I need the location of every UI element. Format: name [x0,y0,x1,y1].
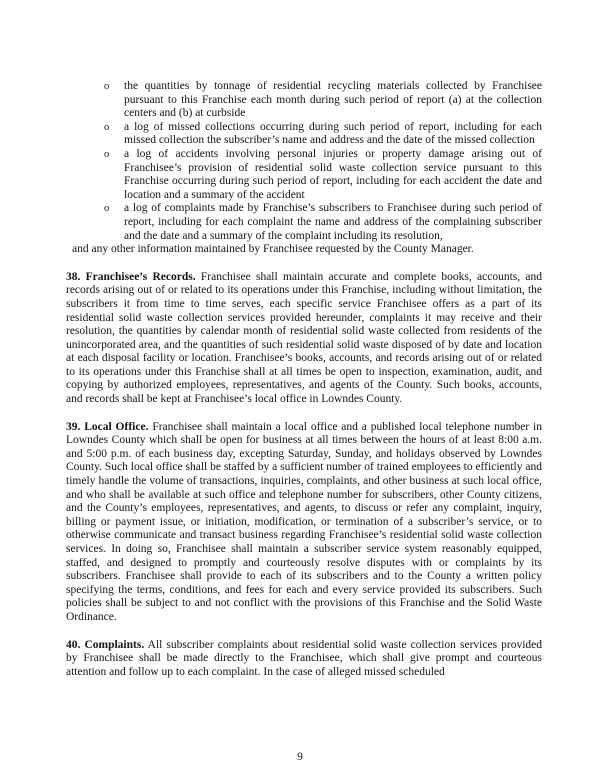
paragraph-38 [66,271,542,407]
paragraph-body: All subscriber complaints about residential solid waste collection services provided by Franchisee shall be made directly to the Franchisee, which shall give prompt and courteous attention and follow up to each complaint. In the case of alleged missed scheduled [66,638,543,678]
list-item-text: the quantities by tonnage of residential recycling materials collected by Franchisee pursuant to this Franchise each month during such period of report (a) at the collection centers and (b) at curbside [124,80,542,120]
paragraph-heading: 39. Local Office. [66,420,149,433]
list-item [66,202,542,243]
paragraph-body: Franchisee shall maintain accurate and complete books, accounts, and records arising out of or related to its operations under this Franchise, including without limitation, the subscribers it from time to time serves, each specific service Franchisee offers as a part of its residential solid waste collection services provided hereunder, complaints it may receive and their resolution, the quantities by calendar month of residential solid waste collected from residents of the unincorporated area, and the quantities of such residential solid waste disposed of by date and location at each disposal facility or location. Franchisee’s books, accounts, and records arising out of or related to its operations under this Franchise shall at all times be open to inspection, examination, audit, and copying by authorized employees, representatives, and agents of the County. Such books, accounts, and records shall be kept at Franchisee’s local office in Lowndes County. [66,270,542,406]
list-closing-line: and any other information maintained by Franchisee requested by the County Manager. [72,243,474,256]
report-contents-list [66,80,542,243]
page-footer [0,751,600,765]
list-item-text: a log of accidents involving personal injuries or property damage arising out of Franchisee’s provision of residential solid waste collection service pursuant to this Franchise occurring during such period of report, including for each accident the date and location and a summary of the accident [124,147,542,201]
paragraph-39 [66,421,542,625]
list-item [66,80,542,121]
page-number: 9 [297,751,303,764]
paragraph-heading: 38. Franchisee’s Records. [66,270,196,283]
list-item-text: a log of missed collections occurring during such period of report, including for each missed collection the subscriber’s name and address and the date of the missed collection [124,120,542,147]
circle-bullet-icon: o [104,81,110,92]
list-item [66,148,542,202]
paragraph-body: Franchisee shall maintain a local office and a published local telephone number in Lowndes County which shall be open for business at all times between the hours of at least 8:00 a.m. and 5:00 p.m. of each business day, excepting Saturday, Sunday, and holidays observed by Lowndes County. Such local office shall be staffed by a sufficient number of trained employees to efficiently and timely handle the volume of transactions, inquiries, complaints, and other business at such local office, and who shall be available at such office and telephone number for subscribers, other County citizens, and the County’s employees, representatives, and agents, to discuss or refer any complaint, inquiry, billing or payment issue, or initiation, modification, or termination of a subscriber’s service, or to otherwise communicate and transact business regarding Franchisee’s residential solid waste collection services. In doing so, Franchisee shall maintain a subscriber service system reasonably equipped, staffed, and designed to promptly and courteously resolve disputes with or complaints by its subscribers. Franchisee shall provide to each of its subscribers and to the County a written policy specifying the terms, conditions, and fees for each and every service provided its subscribers. Such policies shall be subject to and not conflict with the provisions of this Franchise and the Solid Waste Ordinance. [66,420,542,623]
circle-bullet-icon: o [104,121,110,133]
paragraph-40 [66,639,542,680]
paragraph-heading: 40. Complaints. [66,638,145,651]
list-item [66,121,542,148]
circle-bullet-icon: o [104,203,110,215]
circle-bullet-icon: o [104,148,110,160]
list-item-text: a log of complaints made by Franchise’s subscribers to Franchisee during such period of report, including for each complaint the name and address of the complaining subscriber and the date and a summary of the complaint including its resolution, [124,202,542,242]
